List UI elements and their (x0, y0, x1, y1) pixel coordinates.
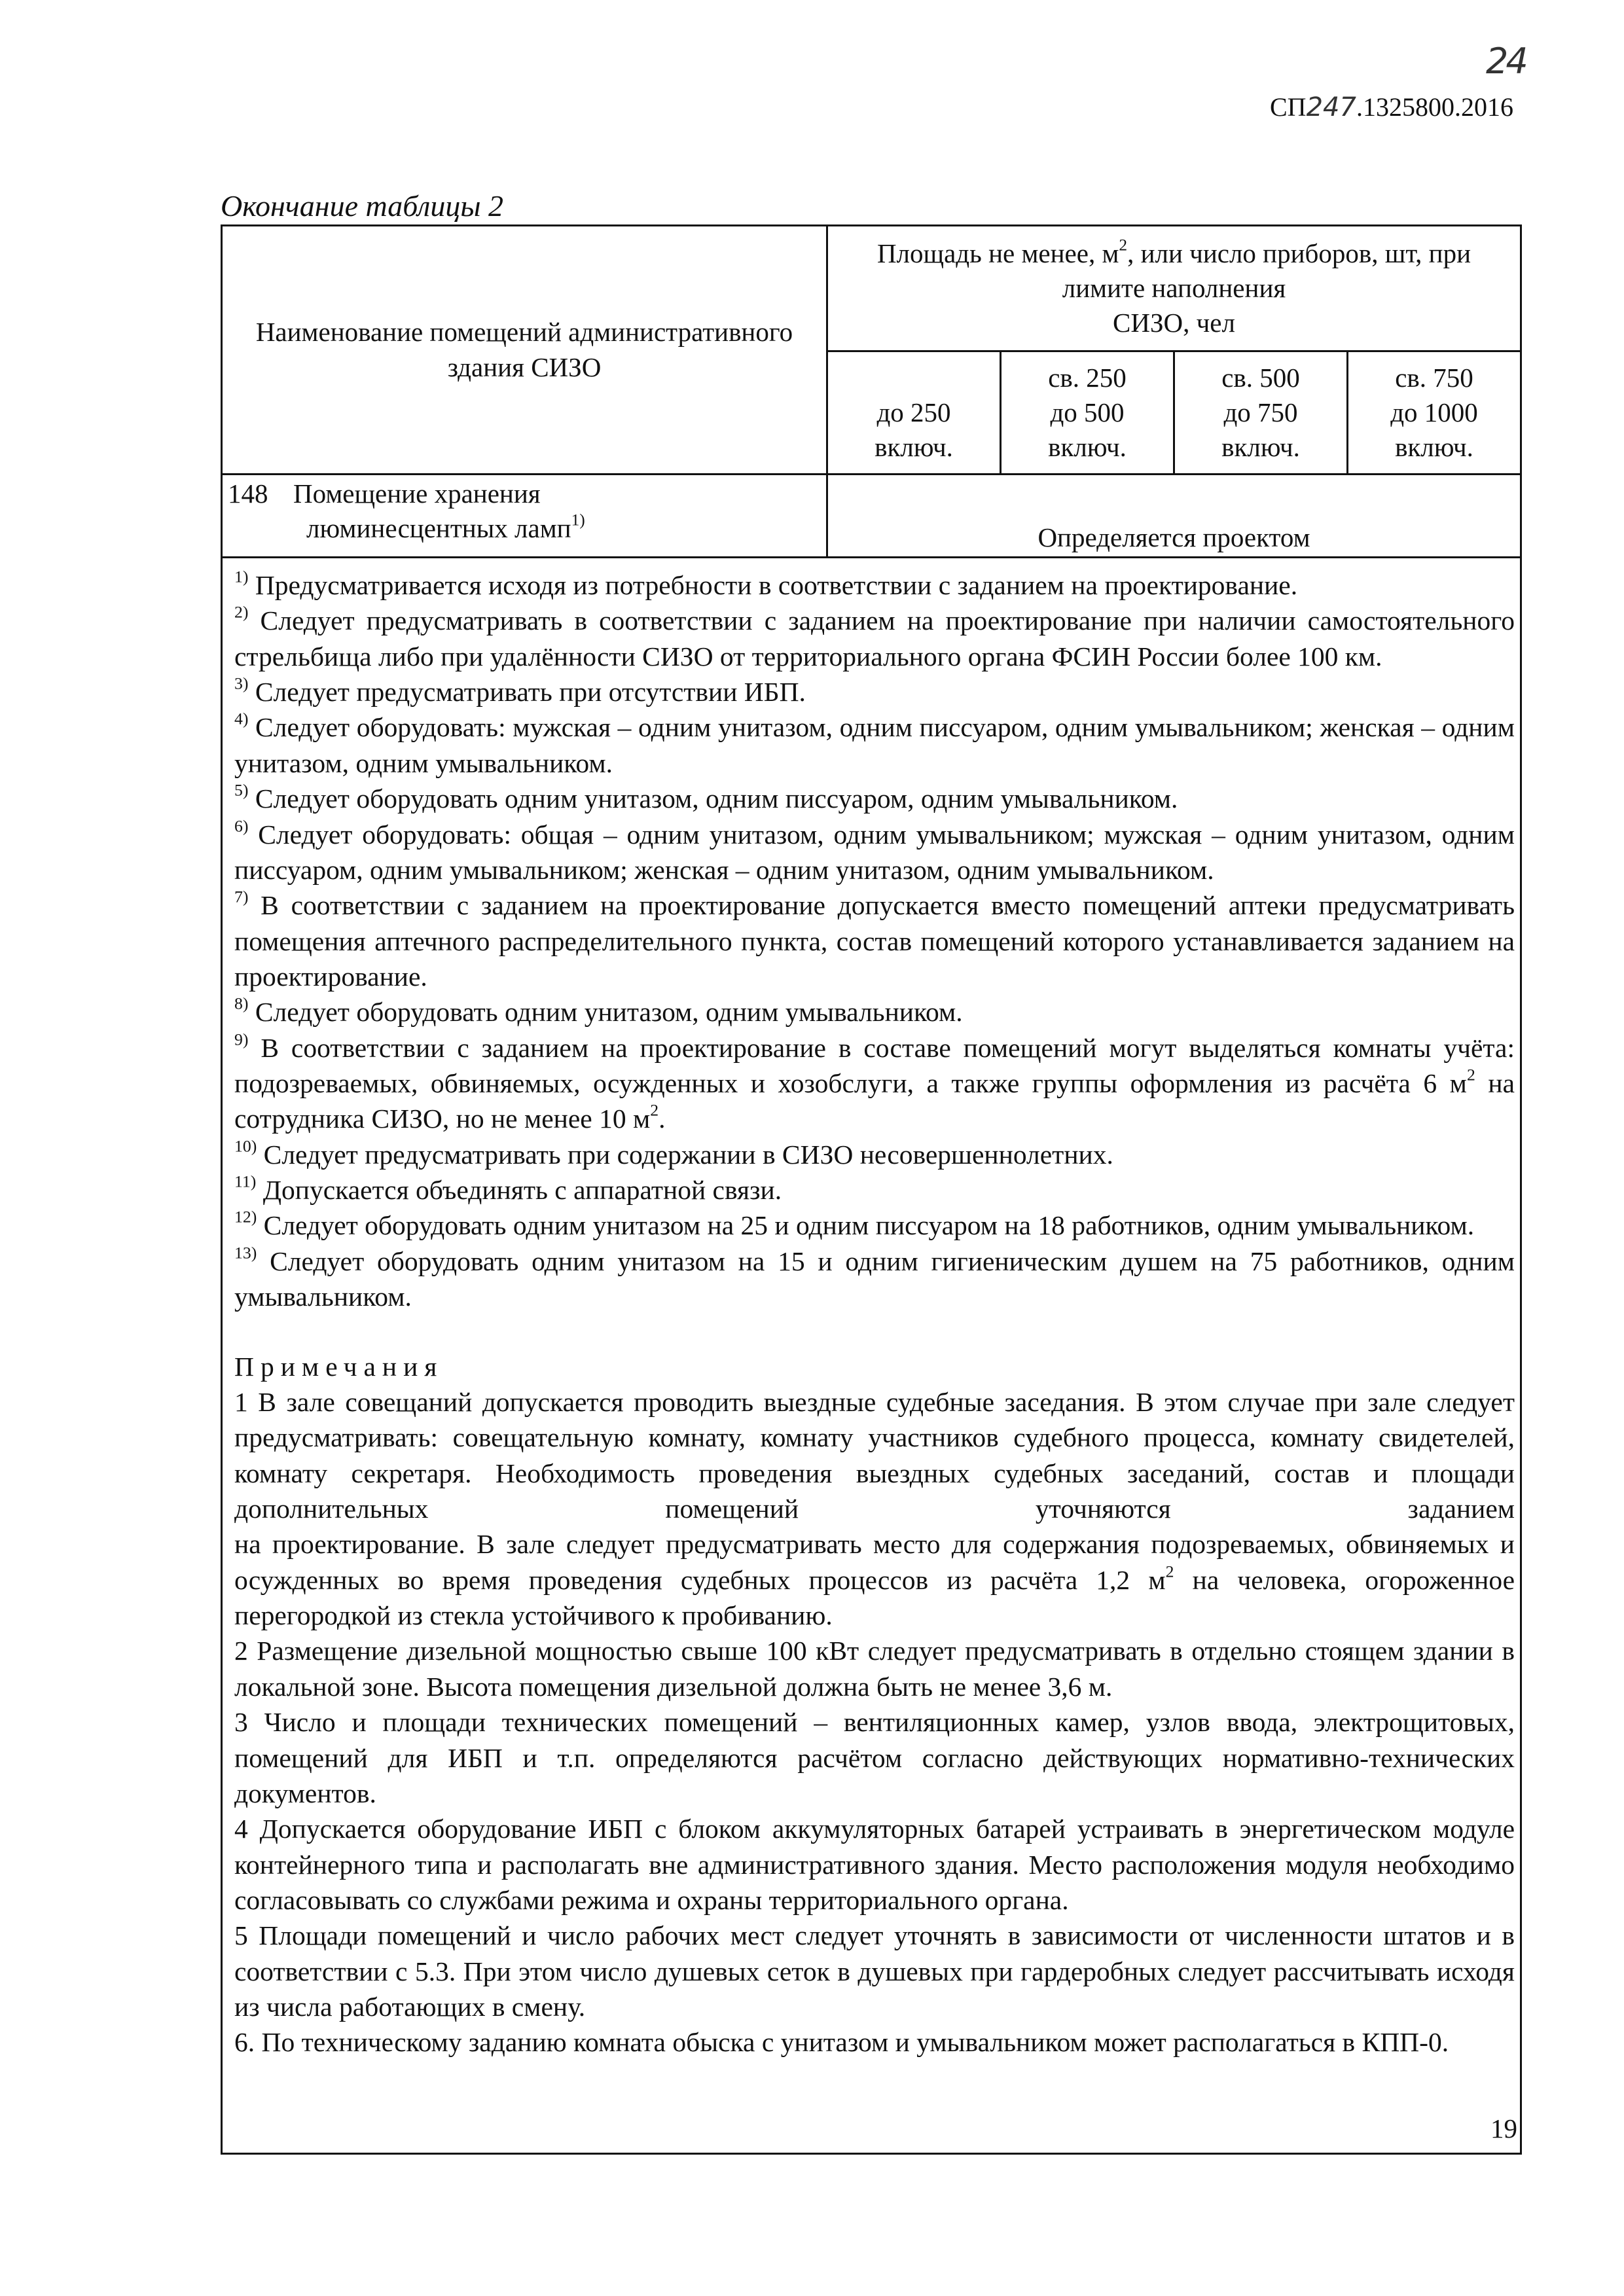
footnote-5 (234, 781, 1515, 816)
subheader-line: до 1000 (1390, 397, 1478, 427)
footnote-marker: 9) (234, 1030, 249, 1049)
row-name-sup: 1) (571, 511, 585, 529)
subheader-line: включ. (1395, 432, 1473, 463)
row-name-line2-text: люминесцентных ламп (306, 513, 571, 544)
rooms-table (221, 224, 1522, 2155)
footnote-marker: 7) (234, 887, 249, 906)
footnote-marker: 8) (234, 994, 249, 1013)
footnote-unit-sup: 2 (650, 1100, 659, 1120)
row-value-cell (827, 475, 1521, 558)
col-name-header-text: Наименование помещений административного здания СИЗО (255, 317, 793, 382)
subheader-line: св. 250 (1048, 362, 1127, 393)
note-5: 5 Площади помещений и число рабочих мест следует уточнять в зависимости от численности штатов и в соответствии с 5.3. При этом число душевых сеток в душевых при гардеробных следует рассчитывать исходя из числа работающих в смену. (234, 1920, 1515, 2022)
note-1-part-1: 1 В зале совещаний допускается проводить выездные судебные заседания. В этом случае при зале следует предусматривать: совещательную комнату, комнату участников судебного процесса, комнату свидетелей, комнату секретаря. Необходимость проведения выездных судебных заседаний, состав и площади дополнительных помещений уточняются заданием (234, 1386, 1515, 1524)
row-number: 148 (228, 478, 268, 509)
row-name-line1: Помещение хранения (293, 478, 541, 509)
footnote-marker: 10) (234, 1136, 257, 1156)
footnote-9 (234, 1030, 1515, 1137)
subheader-line: до 750 (1223, 397, 1298, 427)
group-header-line3: СИЗО, чел (1113, 308, 1235, 338)
footnote-4 (234, 709, 1515, 781)
table-caption: Окончание таблицы 2 (221, 189, 503, 223)
footnote-unit-sup: 2 (1466, 1065, 1475, 1085)
footnote-12 (234, 1208, 1515, 1243)
subheader-line: до 500 (1050, 397, 1125, 427)
note-4: 4 Допускается оборудование ИБП с блоком аккумуляторных батарей устраивать в энергетическом модуле контейнерного типа и располагать вне административного здания. Место расположения модуля необходимо согласовывать со службами режима и охраны территориального органа. (234, 1814, 1515, 1915)
footnote-text: В соответствии с заданием на проектирование в составе помещений могут выделяться комнаты учёта: подозреваемых, обвиняемых, осужденных и хозобслуги, а также группы оформления из расчёта 6 м (234, 1032, 1515, 1099)
footnote-text: Следует оборудовать: мужская – одним унитазом, одним писсуаром, одним умывальником; женская – одним унитазом, одним умывальником. (234, 712, 1515, 778)
subheader-line: включ. (1221, 432, 1300, 463)
footnote-marker: 1) (234, 567, 249, 586)
footnote-text: Следует оборудовать одним унитазом, одним писсуаром, одним умывальником. (248, 783, 1178, 814)
notes-cell (222, 558, 1521, 2154)
subheader-line: включ. (875, 432, 953, 463)
footnote-text: . (659, 1103, 666, 1134)
page-number: 19 (1490, 2113, 1517, 2144)
group-header (827, 226, 1521, 351)
footnote-10 (234, 1137, 1515, 1172)
row-value: Определяется проектом (1038, 522, 1310, 552)
footnote-marker: 6) (234, 816, 249, 835)
footnote-text: Предусматривается исходя из потребности в соответствии с заданием на проектирование. (248, 570, 1298, 600)
footnote-marker: 2) (234, 602, 249, 622)
footnote-marker: 4) (234, 709, 249, 728)
note-1-part-2 (234, 1526, 1515, 1633)
group-header-line1: Площадь не менее, м (876, 238, 1119, 268)
footnote-3 (234, 674, 1515, 709)
row-name-cell (222, 475, 827, 558)
subheader-cell (1348, 351, 1521, 475)
footnote-13 (234, 1244, 1515, 1315)
notes-row (222, 558, 1521, 2154)
table-header-row (222, 226, 1521, 351)
subheader-line: св. 500 (1221, 362, 1300, 393)
note-text: на человека, огороженное перегородкой из стекла устойчивого к пробиванию. (234, 1564, 1515, 1631)
footnote-text: Следует оборудовать одним унитазом на 25 и одним писсуаром на 18 работников, одним умывальником. (257, 1210, 1475, 1241)
subheader-line: включ. (1048, 432, 1127, 463)
footnote-text: Следует оборудовать одним унитазом на 15 и одним гигиеническим душем на 75 работников, одним умывальником. (234, 1246, 1515, 1312)
col-name-header (222, 226, 827, 475)
group-header-line2: , или число приборов, шт, при лимите наполнения (1062, 238, 1471, 303)
subheader-line: до 250 (876, 397, 951, 427)
table-row (222, 475, 1521, 558)
subheader-cell (827, 351, 1001, 475)
footnote-text: на сотрудника СИЗО, но не менее 10 м (234, 1068, 1515, 1134)
note-3: 3 Число и площади технических помещений – вентиляционных камер, узлов ввода, электрощитовых, помещений для ИБП и т.п. определяются расчётом согласно действующих нормативно-технических документов. (234, 1707, 1515, 1808)
footnote-text: Следует предусматривать при содержании в СИЗО несовершеннолетних. (257, 1139, 1113, 1170)
row-name-line2 (228, 513, 585, 543)
note-unit-sup: 2 (1165, 1562, 1174, 1581)
footnote-marker: 12) (234, 1207, 257, 1227)
doc-prefix: СП (1270, 92, 1307, 122)
footnote-text: Следует предусматривать в соответствии с заданием на проектирование при наличии самостоятельного стрельбища либо при удалённости СИЗО от территориального органа ФСИН России более 100 км. (234, 605, 1515, 672)
doc-suffix: .1325800.2016 (1356, 92, 1513, 122)
subheader-line: св. 750 (1395, 362, 1473, 393)
footnote-marker: 3) (234, 673, 249, 693)
footnote-2 (234, 603, 1515, 674)
subheader-cell (1174, 351, 1348, 475)
footnote-text: Следует оборудовать одним унитазом, одним умывальником. (248, 997, 963, 1028)
footnote-marker: 5) (234, 780, 249, 800)
note-2: 2 Размещение дизельной мощностью свыше 100 кВт следует предусматривать в отдельно стоящем здании в локальной зоне. Высота помещения дизельной должна быть не менее 3,6 м. (234, 1636, 1515, 1702)
handwritten-page-number: 24 (1486, 41, 1526, 82)
footnote-text: Следует оборудовать: общая – одним унитазом, одним умывальником; мужская – одним унитазом, одним писсуаром, одним умывальником; женская – одним унитазом, одним умывальником. (234, 819, 1515, 885)
footnote-text: Следует предусматривать при отсутствии ИБП. (248, 677, 806, 708)
doc-handwritten-digits: 247 (1306, 92, 1356, 122)
note-text: на проектирование. В зале следует предусматривать место для содержания подозреваемых, обвиняемых и осужденных во время проведения судебных процессов из расчёта 1,2 м (234, 1529, 1515, 1595)
footnote-text: В соответствии с заданием на проектирование допускается вместо помещений аптеки предусматривать помещения аптечного распределительного пункта, состав помещений которого устанавливается заданием на проектирование. (234, 890, 1515, 992)
subheader-cell (1001, 351, 1174, 475)
footnote-text: Допускается объединять с аппаратной связи. (256, 1175, 782, 1206)
notes-spacer (234, 1315, 1515, 1349)
footnote-7 (234, 888, 1515, 994)
footnote-marker: 11) (234, 1172, 257, 1191)
footnote-marker: 13) (234, 1243, 257, 1263)
footnote-6 (234, 817, 1515, 888)
notes-title: Примечания (234, 1351, 444, 1382)
note-6: 6. По техническому заданию комната обыска с унитазом и умывальником может располагаться в КПП-0. (234, 2027, 1449, 2058)
document-code (1270, 92, 1513, 122)
group-header-sup: 2 (1119, 236, 1128, 255)
footnote-11 (234, 1172, 1515, 1208)
footnote-8 (234, 994, 1515, 1030)
footnote-1 (234, 567, 1515, 603)
